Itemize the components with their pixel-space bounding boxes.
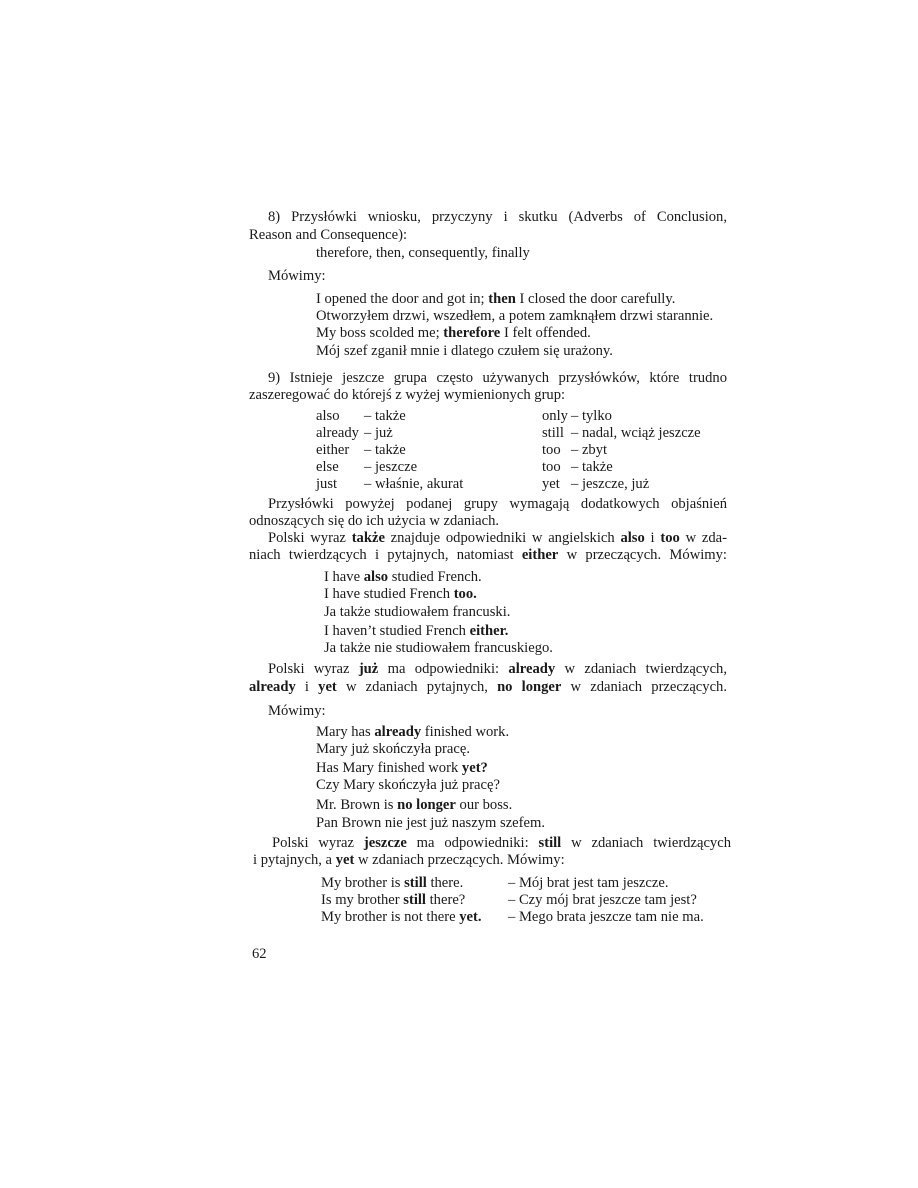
table-cell: – zbyt bbox=[571, 442, 608, 458]
page-number: 62 bbox=[252, 946, 267, 962]
jeszcze-translation-2: – Czy mój brat jeszcze tam jest? bbox=[508, 892, 697, 908]
table-cell: – już bbox=[364, 425, 393, 441]
juz-example-6: Pan Brown nie jest już naszym szefem. bbox=[316, 815, 545, 831]
juz-line1: Polski wyraz już ma odpowiedniki: already w zdaniach twierdzących, bbox=[268, 661, 728, 677]
juz-example-3: Has Mary finished work yet? bbox=[316, 760, 488, 776]
juz-example-1: Mary has already finished work. bbox=[316, 724, 510, 740]
takze-example-2: I have studied French too. bbox=[324, 586, 477, 602]
juz-example-4: Czy Mary skończyła już pracę? bbox=[316, 777, 500, 793]
sec8-example-1: I opened the door and got in; then I closed the door carefully. bbox=[316, 291, 676, 307]
table-row: else bbox=[316, 459, 339, 475]
jeszcze-example-3: My brother is not there yet. bbox=[321, 909, 482, 925]
sec9-note-line1: Przysłówki powyżej podanej grupy wymagają dodatkowych objaśnień bbox=[268, 496, 727, 512]
table-row: still bbox=[542, 425, 564, 441]
juz-example-2: Mary już skończyła pracę. bbox=[316, 741, 470, 757]
takze-example-4: I haven’t studied French either. bbox=[324, 623, 509, 639]
table-row: either bbox=[316, 442, 350, 458]
table-cell: – także bbox=[364, 408, 406, 424]
sec8-example-2: Otworzyłem drzwi, wszedłem, a potem zamknąłem drzwi starannie. bbox=[316, 308, 714, 324]
sec8-mowimy: Mówimy: bbox=[268, 268, 326, 284]
takze-example-1: I have also studied French. bbox=[324, 569, 482, 585]
table-cell: – nadal, wciąż jeszcze bbox=[571, 425, 701, 441]
jeszcze-line1: Polski wyraz jeszcze ma odpowiedniki: still w zdaniach twierdzących bbox=[272, 835, 731, 851]
sec8-heading-line1: 8) Przysłówki wniosku, przyczyny i skutku (Adverbs of Conclusion, bbox=[268, 209, 727, 225]
table-row: just bbox=[316, 476, 338, 492]
table-row: only bbox=[542, 408, 568, 424]
table-row: too bbox=[542, 459, 561, 475]
table-cell: – jeszcze bbox=[364, 459, 418, 475]
jeszcze-line2: i pytajnych, a yet w zdaniach przeczących. Mówimy: bbox=[253, 852, 565, 868]
juz-example-5: Mr. Brown is no longer our boss. bbox=[316, 797, 513, 813]
sec8-example-4: Mój szef zganił mnie i dlatego czułem się urażony. bbox=[316, 343, 613, 359]
takze-example-3: Ja także studiowałem francuski. bbox=[324, 604, 511, 620]
table-cell: – także bbox=[571, 459, 613, 475]
jeszcze-example-2: Is my brother still there? bbox=[321, 892, 466, 908]
table-row: too bbox=[542, 442, 561, 458]
sec8-heading-line2: Reason and Consequence): bbox=[249, 227, 408, 243]
sec8-example-3: My boss scolded me; therefore I felt offended. bbox=[316, 325, 591, 341]
table-row: also bbox=[316, 408, 340, 424]
jeszcze-translation-3: – Mego brata jeszcze tam nie ma. bbox=[508, 909, 704, 925]
jeszcze-example-1: My brother is still there. bbox=[321, 875, 464, 891]
jeszcze-translation-1: – Mój brat jest tam jeszcze. bbox=[508, 875, 669, 891]
takze-line1: Polski wyraz także znajduje odpowiedniki w angielskich also i too w zda- bbox=[268, 530, 728, 546]
sec9-note-line2: odnoszących się do ich użycia w zdaniach. bbox=[249, 513, 500, 529]
table-row: already bbox=[316, 425, 359, 441]
table-cell: – także bbox=[364, 442, 406, 458]
sec9-heading-line2: zaszeregować do którejś z wyżej wymienionych grup: bbox=[249, 387, 566, 403]
takze-example-5: Ja także nie studiowałem francuskiego. bbox=[324, 640, 553, 656]
table-cell: – tylko bbox=[571, 408, 612, 424]
juz-mowimy: Mówimy: bbox=[268, 703, 326, 719]
table-cell: – właśnie, akurat bbox=[364, 476, 464, 492]
sec9-heading-line1: 9) Istnieje jeszcze grupa często używanych przysłówków, które trudno bbox=[268, 370, 727, 386]
table-cell: – jeszcze, już bbox=[571, 476, 650, 492]
table-row: yet bbox=[542, 476, 560, 492]
takze-line2: niach twierdzących i pytajnych, natomiast either w przeczących. Mówimy: bbox=[249, 547, 727, 563]
juz-line2: already i yet w zdaniach pytajnych, no longer w zdaniach przeczących. bbox=[249, 679, 728, 695]
sec8-adverb-list: therefore, then, consequently, finally bbox=[316, 245, 530, 261]
